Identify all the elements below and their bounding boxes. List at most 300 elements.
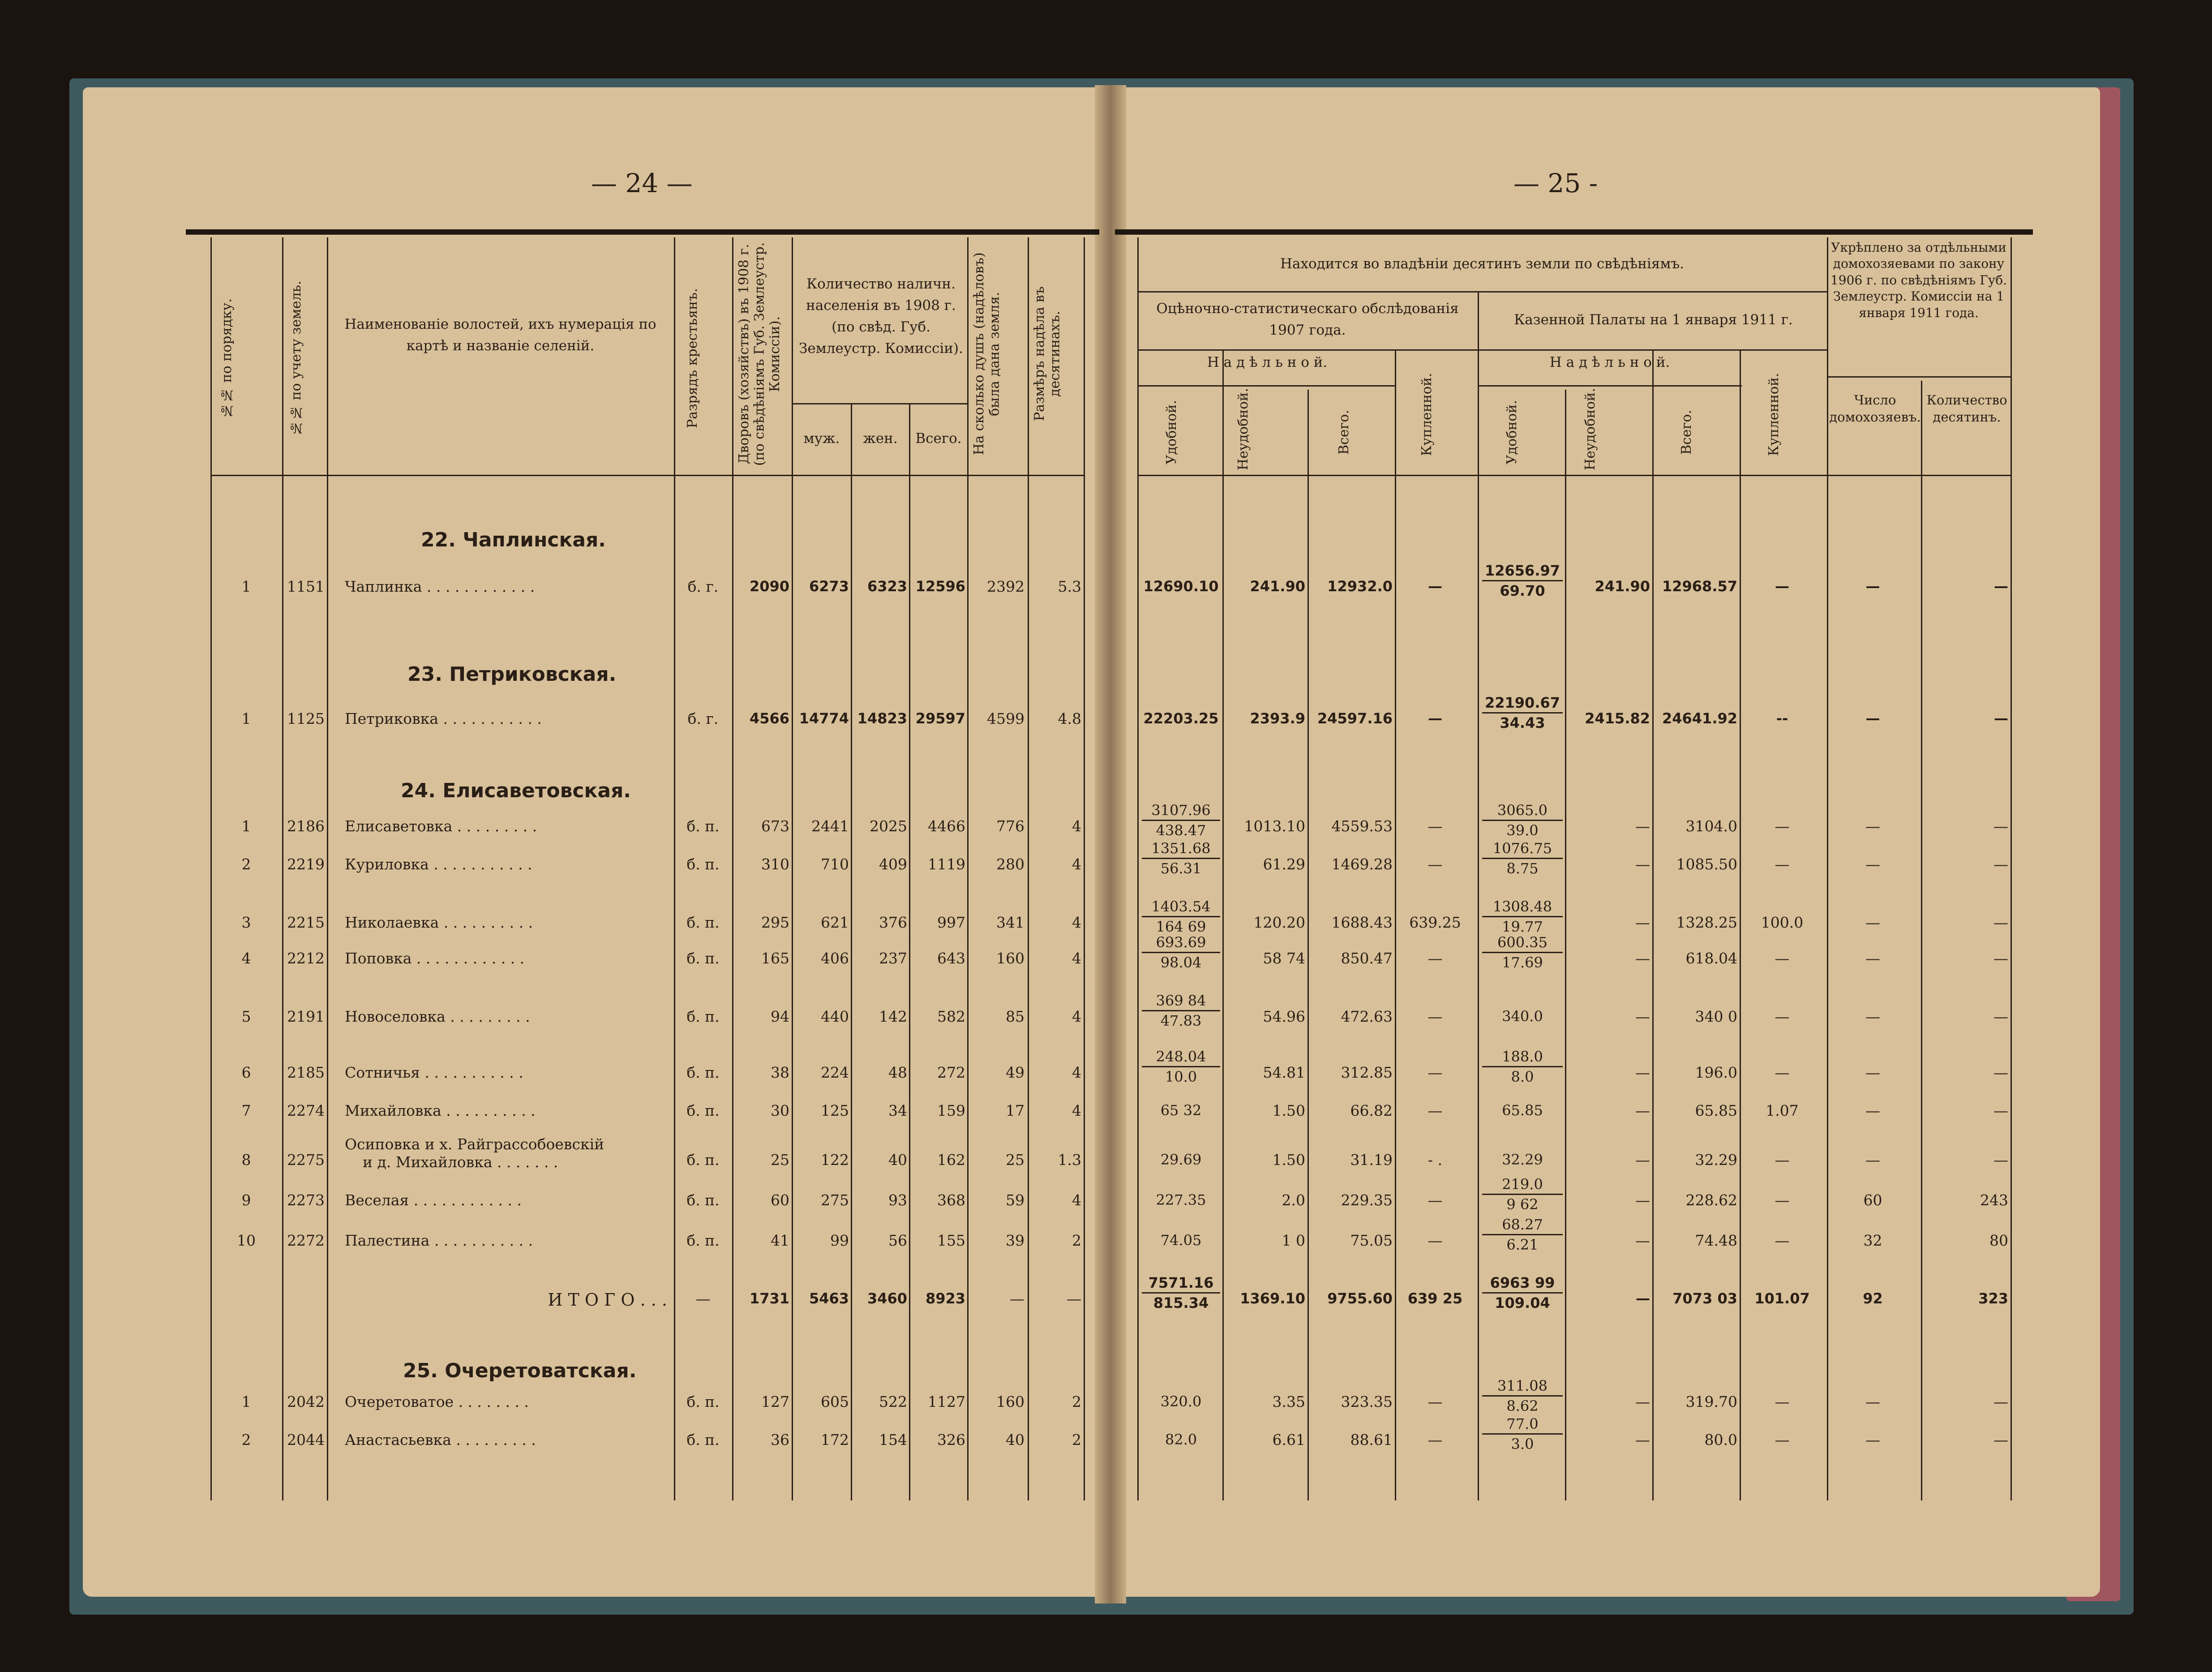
cell-t-bought: — — [1775, 855, 1790, 873]
cell-women: 522 — [879, 1393, 907, 1410]
cell-land: 2272 — [287, 1232, 325, 1249]
cell-s-bought: — — [1428, 710, 1442, 727]
cell-arable — [1482, 1274, 1563, 1311]
cell-arable-main: 693.69 — [1156, 934, 1206, 951]
cell-hh: 60 — [1863, 1191, 1882, 1209]
cell-no: 10 — [237, 1232, 256, 1249]
cell-women: 48 — [888, 1064, 907, 1081]
cell-name: И Т О Г О . . . — [548, 1290, 667, 1310]
cell-s-all: 850.47 — [1341, 950, 1393, 967]
cell-souls: 25 — [1006, 1151, 1025, 1169]
cell-arable-main: 65.85 — [1502, 1102, 1543, 1119]
cell-no: 6 — [241, 1064, 251, 1081]
book-spine — [1095, 85, 1126, 1603]
cell-name: Сотничья . . . . . . . . . . . — [345, 1064, 523, 1081]
cell-s-non: 54.96 — [1263, 1008, 1305, 1025]
cell-total: 1119 — [928, 855, 965, 873]
cell-yards: 2090 — [749, 578, 789, 595]
divider — [1137, 349, 1827, 351]
header-des-count: Количество десятинъ. — [1926, 392, 2007, 425]
cell-name: Осиповка и х. Райграссобоевскій — [345, 1135, 604, 1153]
cell-yards: 36 — [771, 1431, 789, 1448]
cell-des: 80 — [1989, 1232, 2008, 1249]
cell-arable-main: 3107.96 — [1151, 802, 1211, 819]
cell-hh: — — [1865, 1008, 1880, 1025]
header-allot-right: Н а д ѣ л ь н о й. — [1549, 354, 1670, 370]
cell-arable-main: 12690.10 — [1143, 578, 1219, 595]
cell-men: 2441 — [811, 817, 849, 835]
cell-arable — [1482, 1008, 1563, 1025]
cell-land: 2191 — [287, 1008, 325, 1025]
cell-s-bought: — — [1428, 1064, 1443, 1081]
header-bought-t: Купленной. — [1766, 373, 1782, 456]
divider — [2011, 237, 2012, 1500]
cell-yards: 673 — [761, 817, 789, 835]
cell-arable — [1482, 934, 1563, 971]
cell-souls: 49 — [1006, 1064, 1025, 1081]
right-top-rule — [1115, 229, 2033, 235]
cell-des: — — [1993, 855, 2008, 873]
cell-hh: — — [1865, 1151, 1880, 1169]
cell-hh: — — [1865, 578, 1880, 595]
cell-t-bought: -- — [1776, 710, 1788, 727]
fraction-rule — [1482, 1433, 1563, 1435]
cell-no: 3 — [241, 914, 251, 931]
cell-souls: 776 — [996, 817, 1025, 835]
cell-s-non: 2393.9 — [1250, 710, 1305, 727]
cell-arable-extra: 6.21 — [1506, 1236, 1539, 1253]
cell-men: 172 — [821, 1431, 849, 1448]
cell-t-all: 65.85 — [1695, 1102, 1737, 1119]
divider — [1921, 381, 1922, 1500]
cell-arable-extra: 8.62 — [1506, 1397, 1539, 1414]
cell-hh: — — [1865, 1064, 1880, 1081]
divider — [1137, 237, 1139, 1500]
cell-des: — — [1993, 1102, 2008, 1119]
cell-rank: б. п. — [686, 1151, 720, 1169]
cell-size: 1.3 — [1058, 1151, 1081, 1169]
cell-name: Чаплинка . . . . . . . . . . . . — [345, 578, 535, 595]
cell-rank: б. п. — [686, 855, 720, 873]
cell-hh: — — [1865, 1102, 1880, 1119]
cell-land: 2044 — [287, 1431, 325, 1448]
cell-land: 2212 — [287, 950, 325, 967]
cell-rank: б. г. — [687, 578, 719, 595]
cell-souls: 59 — [1006, 1191, 1025, 1209]
cell-women: 56 — [888, 1232, 907, 1249]
cell-arable-main: 32.29 — [1502, 1151, 1543, 1168]
left-page-number: — 24 — — [591, 168, 693, 198]
cell-arable-extra: 815.34 — [1153, 1294, 1209, 1311]
header-col-size: Размѣръ надѣла въ десятинахъ. — [1032, 286, 1063, 421]
cell-women: 409 — [879, 855, 907, 873]
cell-arable — [1142, 840, 1220, 877]
cell-s-non: 6.61 — [1272, 1431, 1305, 1448]
cell-total: 326 — [937, 1431, 965, 1448]
cell-s-non: 241.90 — [1250, 578, 1305, 595]
cell-souls: 40 — [1006, 1431, 1025, 1448]
cell-t-all: 3104.0 — [1685, 817, 1737, 835]
header-survey: Оцѣночно-статистическаго обслѣдованія 1907 года. — [1156, 301, 1459, 339]
cell-arable-main: 219.0 — [1502, 1176, 1543, 1193]
fraction-rule — [1482, 820, 1563, 821]
cell-s-bought: 639.25 — [1409, 914, 1461, 931]
cell-rank: б. п. — [686, 1191, 720, 1209]
cell-name: Очеретоватое . . . . . . . . — [345, 1393, 529, 1410]
cell-t-non: — — [1635, 1191, 1650, 1209]
cell-size: 2 — [1072, 1232, 1081, 1249]
cell-arable — [1142, 992, 1220, 1029]
header-col-rank: Разрядъ крестьянъ. — [685, 288, 700, 429]
cell-des: 243 — [1980, 1191, 2008, 1209]
cell-s-all: 66.82 — [1350, 1102, 1393, 1119]
cell-arable-main: 227.35 — [1156, 1191, 1206, 1208]
cell-yards: 4566 — [749, 710, 789, 727]
cell-rank: б. г. — [687, 710, 719, 727]
cell-arable-main: 77.0 — [1506, 1415, 1539, 1432]
cell-name: Палестина . . . . . . . . . . . — [345, 1232, 533, 1249]
cell-size: 4 — [1072, 855, 1081, 873]
cell-land: 2275 — [287, 1151, 325, 1169]
cell-s-bought: — — [1428, 950, 1443, 967]
cell-arable-extra: 17.69 — [1502, 954, 1543, 971]
cell-t-bought: — — [1775, 1008, 1790, 1025]
cell-arable-main: 1351.68 — [1151, 840, 1211, 857]
cell-women: 142 — [879, 1008, 907, 1025]
cell-arable — [1482, 1216, 1563, 1253]
header-col-no: №№ по порядку. — [219, 298, 235, 418]
cell-hh: — — [1865, 1393, 1880, 1410]
cell-t-all: 618.04 — [1685, 950, 1737, 967]
cell-arable-main: 248.04 — [1156, 1048, 1206, 1065]
fraction-rule — [1142, 1292, 1220, 1294]
cell-arable — [1482, 1151, 1563, 1168]
cell-souls: 39 — [1006, 1232, 1025, 1249]
cell-women: 6323 — [867, 578, 907, 595]
cell-arable-main: 22190.67 — [1484, 694, 1560, 711]
cell-rank: б. п. — [686, 1431, 720, 1448]
divider — [1137, 291, 1827, 292]
cell-women: 3460 — [867, 1290, 907, 1307]
divider — [1084, 237, 1085, 1500]
cell-souls: — — [1010, 1290, 1025, 1307]
cell-s-non: 1 0 — [1282, 1232, 1305, 1249]
cell-des: — — [1993, 1008, 2008, 1025]
cell-s-all: 323.35 — [1341, 1393, 1393, 1410]
cell-no: 8 — [241, 1151, 251, 1169]
cell-t-all: 32.29 — [1695, 1151, 1737, 1169]
cell-hh: 32 — [1863, 1232, 1882, 1249]
cell-arable-extra: 56.31 — [1160, 860, 1202, 877]
cell-no: 7 — [241, 1102, 251, 1119]
cell-no: 1 — [241, 817, 251, 835]
cell-arable-main: 1076.75 — [1492, 840, 1552, 857]
cell-men: 710 — [821, 855, 849, 873]
cell-arable-extra: 39.0 — [1506, 822, 1539, 839]
cell-size: 4 — [1072, 914, 1081, 931]
cell-total: 997 — [937, 914, 965, 931]
cell-s-non: 54.81 — [1263, 1064, 1305, 1081]
cell-s-bought: — — [1428, 1102, 1443, 1119]
cell-arable — [1142, 1393, 1220, 1410]
cell-arable — [1482, 1176, 1563, 1213]
cell-arable-main: 68.27 — [1502, 1216, 1543, 1233]
cell-arable — [1142, 710, 1220, 727]
cell-land: 2186 — [287, 817, 325, 835]
cell-size: — — [1067, 1290, 1081, 1307]
cell-arable-main: 74.05 — [1160, 1232, 1202, 1249]
header-right-title: Находится во владѣніи десятинъ земли по свѣдѣніямъ. — [1280, 256, 1685, 272]
cell-women: 2025 — [870, 817, 907, 835]
header-col-souls: На сколько душъ (надѣловъ) была дана земля. — [971, 252, 1003, 456]
cell-s-non: 1.50 — [1272, 1151, 1305, 1169]
cell-name: Новоселовка . . . . . . . . . — [345, 1008, 530, 1025]
cell-s-all: 9755.60 — [1327, 1290, 1393, 1307]
cell-t-all: 196.0 — [1695, 1064, 1737, 1081]
cell-souls: 341 — [996, 914, 1025, 931]
header-all-t: Всего. — [1679, 410, 1694, 455]
cell-t-all: 24641.92 — [1662, 710, 1737, 727]
cell-des: — — [1994, 710, 2008, 727]
cell-yards: 94 — [771, 1008, 789, 1025]
cell-women: 93 — [888, 1191, 907, 1209]
cell-men: 621 — [821, 914, 849, 931]
header-men: муж. — [803, 430, 840, 447]
cell-s-all: 312.85 — [1341, 1064, 1393, 1081]
cell-arable-main: 311.08 — [1497, 1377, 1548, 1394]
cell-women: 40 — [888, 1151, 907, 1169]
cell-arable — [1142, 802, 1220, 839]
cell-total: 272 — [937, 1064, 965, 1081]
cell-arable-main: 188.0 — [1502, 1048, 1543, 1065]
cell-yards: 60 — [771, 1191, 789, 1209]
cell-souls: 4599 — [987, 710, 1025, 727]
cell-t-non: — — [1635, 950, 1650, 967]
cell-men: 14774 — [799, 710, 849, 727]
cell-t-non: — — [1635, 914, 1650, 931]
cell-yards: 30 — [771, 1102, 789, 1119]
cell-t-bought: 101.07 — [1754, 1290, 1810, 1307]
cell-arable-main: 1403.54 — [1151, 898, 1211, 915]
cell-souls: 85 — [1006, 1008, 1025, 1025]
cell-t-all: 74.48 — [1695, 1232, 1737, 1249]
fraction-rule — [1482, 1292, 1563, 1294]
cell-size: 4 — [1072, 1008, 1081, 1025]
cell-size: 4.8 — [1058, 710, 1081, 727]
header-bottom-rule — [210, 475, 1084, 476]
cell-s-all: 24597.16 — [1317, 710, 1393, 727]
cell-no: 5 — [241, 1008, 251, 1025]
cell-men: 99 — [830, 1232, 849, 1249]
fraction-rule — [1142, 952, 1220, 953]
cell-s-non: 2.0 — [1282, 1191, 1305, 1209]
cell-s-all: 75.05 — [1350, 1232, 1393, 1249]
cell-yards: 127 — [761, 1393, 789, 1410]
cell-total: 162 — [937, 1151, 965, 1169]
fraction-rule — [1482, 712, 1563, 714]
cell-arable-main: 65 32 — [1160, 1102, 1202, 1119]
cell-hh: — — [1865, 914, 1880, 931]
cell-arable — [1482, 1048, 1563, 1085]
cell-s-bought: — — [1428, 1431, 1443, 1448]
header-col-name: Наименованіе волостей, ихъ нумерація по картѣ и названіе селеній. — [344, 316, 656, 354]
cell-yards: 165 — [761, 950, 789, 967]
cell-yards: 38 — [771, 1064, 789, 1081]
fraction-rule — [1482, 952, 1563, 953]
divider — [1478, 385, 1742, 387]
cell-women: 34 — [888, 1102, 907, 1119]
cell-hh: — — [1865, 710, 1880, 727]
cell-arable — [1482, 1377, 1563, 1414]
cell-arable — [1142, 898, 1220, 935]
cell-t-non: — — [1635, 1102, 1650, 1119]
header-all: Всего. — [1336, 410, 1352, 455]
cell-t-all: 7073 03 — [1672, 1290, 1737, 1307]
cell-des: — — [1993, 817, 2008, 835]
header-treasury: Казенной Палаты на 1 января 1911 г. — [1514, 312, 1793, 328]
cell-des: — — [1993, 1064, 2008, 1081]
cell-men: 224 — [821, 1064, 849, 1081]
cell-arable-main: 3065.0 — [1497, 802, 1548, 819]
fraction-rule — [1482, 916, 1563, 917]
cell-des: — — [1993, 1431, 2008, 1448]
cell-land: 2042 — [287, 1393, 325, 1410]
cell-size: 4 — [1072, 1191, 1081, 1209]
cell-arable — [1142, 1102, 1220, 1119]
cell-women: 154 — [879, 1431, 907, 1448]
cell-arable — [1482, 898, 1563, 935]
cell-arable-main: 12656.97 — [1484, 562, 1560, 579]
cell-souls: 160 — [996, 950, 1025, 967]
cell-arable-extra: 19.77 — [1502, 918, 1543, 935]
cell-arable-extra: 8.0 — [1511, 1068, 1534, 1085]
cell-total: 12596 — [915, 578, 965, 595]
cell-rank: б. п. — [686, 914, 720, 931]
cell-s-non: 1.50 — [1272, 1102, 1305, 1119]
cell-arable-extra: 47.83 — [1160, 1012, 1202, 1029]
cell-des: — — [1993, 1393, 2008, 1410]
cell-s-all: 229.35 — [1341, 1191, 1393, 1209]
fraction-rule — [1482, 580, 1563, 581]
header-col-yards: Дворовъ (хозяйствъ) въ 1908 г. (по свѣдѣніямъ Губ. Землеустр. Комиссіи). — [736, 242, 783, 466]
cell-arable-extra: 109.04 — [1495, 1294, 1550, 1311]
cell-name: Поповка . . . . . . . . . . . . — [345, 950, 525, 967]
cell-yards: 295 — [761, 914, 789, 931]
cell-t-all: 12968.57 — [1662, 578, 1737, 595]
cell-t-bought: — — [1775, 1191, 1790, 1209]
cell-land: 2185 — [287, 1064, 325, 1081]
cell-size: 4 — [1072, 950, 1081, 967]
cell-men: 605 — [821, 1393, 849, 1410]
cell-yards: 25 — [771, 1151, 789, 1169]
cell-s-all: 1469.28 — [1331, 855, 1393, 873]
cell-s-non: 120.20 — [1253, 914, 1305, 931]
section-title: 22. Чаплинская. — [421, 529, 606, 551]
cell-no: 2 — [241, 1431, 251, 1448]
cell-men: 406 — [821, 950, 849, 967]
cell-size: 4 — [1072, 1064, 1081, 1081]
cell-s-bought: — — [1428, 1393, 1443, 1410]
cell-rank: б. п. — [686, 817, 720, 835]
cell-size: 2 — [1072, 1393, 1081, 1410]
cell-arable — [1142, 578, 1220, 595]
cell-size: 2 — [1072, 1431, 1081, 1448]
cell-t-bought: 1.07 — [1766, 1102, 1799, 1119]
cell-men: 5463 — [809, 1290, 849, 1307]
cell-rank: б. п. — [686, 1102, 720, 1119]
cell-arable-extra: 69.70 — [1500, 582, 1545, 599]
cell-arable — [1142, 1191, 1220, 1208]
cell-hh: — — [1865, 817, 1880, 835]
cell-arable — [1142, 1048, 1220, 1085]
cell-s-bought: 639 25 — [1407, 1290, 1463, 1307]
cell-s-all: 4559.53 — [1331, 817, 1393, 835]
cell-arable-main: 6963 99 — [1490, 1274, 1555, 1291]
cell-s-bought: — — [1428, 1191, 1443, 1209]
cell-arable-main: 82.0 — [1165, 1431, 1197, 1448]
cell-s-bought: — — [1428, 1232, 1443, 1249]
cell-t-non: — — [1635, 1064, 1650, 1081]
cell-arable-extra: 8.75 — [1506, 860, 1539, 877]
cell-arable-main: 369 84 — [1156, 992, 1206, 1009]
cell-name: Куриловка . . . . . . . . . . . — [345, 855, 532, 873]
cell-arable — [1482, 802, 1563, 839]
fraction-rule — [1482, 858, 1563, 859]
cell-hh: — — [1865, 1431, 1880, 1448]
cell-t-non: — — [1635, 1393, 1650, 1410]
fraction-rule — [1142, 820, 1220, 821]
divider — [1478, 291, 1479, 1500]
cell-arable-main: 22203.25 — [1143, 710, 1219, 727]
header-bought: Купленной. — [1419, 373, 1435, 456]
cell-rank: — — [695, 1290, 711, 1307]
header-strengthened: Укрѣплено за отдѣльными домохозяевами по закону 1906 г. по свѣдѣніямъ Губ. Землеустр. Комиссіи на 1 января 1911 года. — [1830, 240, 2007, 320]
cell-s-bought: — — [1428, 578, 1442, 595]
cell-no: 9 — [241, 1191, 251, 1209]
cell-total: 4466 — [928, 817, 965, 835]
cell-s-non: 1369.10 — [1240, 1290, 1305, 1307]
cell-t-bought: — — [1775, 1232, 1790, 1249]
cell-total: 159 — [937, 1102, 965, 1119]
cell-no: 2 — [241, 855, 251, 873]
header-hh-count: Число домохозяевъ. — [1829, 392, 1921, 425]
cell-total: 582 — [937, 1008, 965, 1025]
cell-t-all: 1085.50 — [1676, 855, 1737, 873]
cell-rank: б. п. — [686, 1008, 720, 1025]
cell-arable — [1482, 1102, 1563, 1119]
cell-s-all: 88.61 — [1350, 1431, 1393, 1448]
divider — [327, 237, 328, 1500]
cell-t-all: 340 0 — [1695, 1008, 1737, 1025]
cell-name: Анастасьевка . . . . . . . . . — [345, 1431, 536, 1448]
section-title: 23. Петриковская. — [407, 663, 617, 686]
left-top-rule — [186, 229, 1099, 235]
cell-s-all: 472.63 — [1341, 1008, 1393, 1025]
fraction-rule — [1482, 1395, 1563, 1397]
cell-t-all: 1328.25 — [1676, 914, 1737, 931]
cell-t-bought: — — [1775, 1064, 1790, 1081]
cell-land: 1151 — [287, 578, 325, 595]
cell-men: 275 — [821, 1191, 849, 1209]
cell-s-bought: — — [1428, 855, 1443, 873]
cell-size: 4 — [1072, 817, 1081, 835]
cell-t-non: 241.90 — [1595, 578, 1650, 595]
cell-rank: б. п. — [686, 1064, 720, 1081]
cell-arable — [1142, 1232, 1220, 1249]
fraction-rule — [1142, 1010, 1220, 1011]
cell-arable-extra: 3.0 — [1511, 1436, 1534, 1453]
cell-land: 2273 — [287, 1191, 325, 1209]
